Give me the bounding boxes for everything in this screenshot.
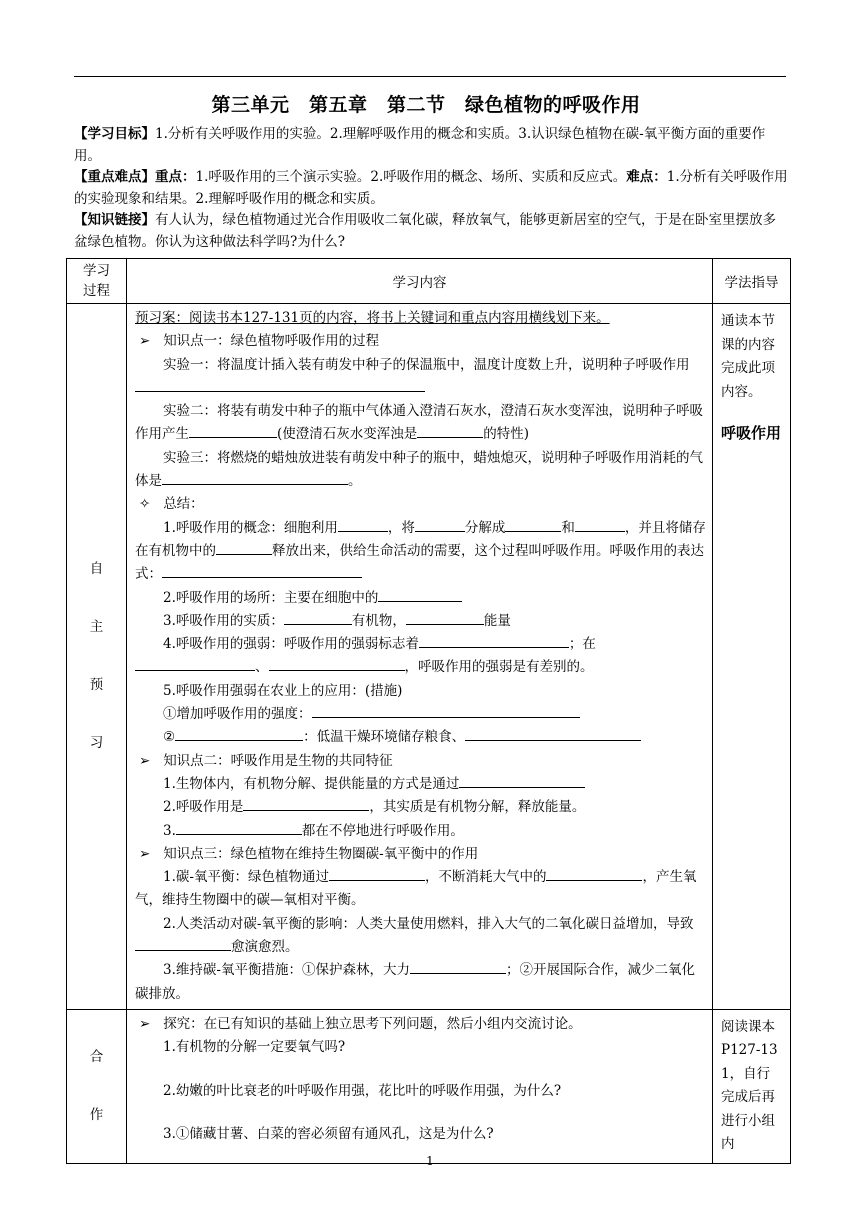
page-title: 第三单元 第五章 第二节 绿色植物的呼吸作用 xyxy=(211,94,641,116)
blank[interactable] xyxy=(410,959,506,974)
blank[interactable] xyxy=(546,866,642,881)
header-content: 学习内容 xyxy=(127,259,713,304)
concept-4: 4.呼吸作用的强弱：呼吸作用的强弱标志着 ；在、 ，呼吸作用的强弱是有差别的。 xyxy=(135,633,706,680)
kp2-item-1: 1.生物体内，有机物分解、提供能量的方式是通过 xyxy=(135,773,706,796)
process-char: 合 xyxy=(89,1049,104,1066)
blank[interactable] xyxy=(176,820,302,835)
blank[interactable] xyxy=(417,423,483,438)
blank[interactable] xyxy=(329,866,425,881)
blank[interactable] xyxy=(419,633,569,648)
guide-cell-self-study xyxy=(713,304,791,1010)
learning-goals xyxy=(74,124,788,167)
key-bold-2: 难点： xyxy=(626,169,667,185)
blank[interactable] xyxy=(459,773,585,788)
concept-5: 5.呼吸作用强弱在农业上的应用：(措施) xyxy=(163,682,403,699)
header-rule xyxy=(74,76,786,77)
content-cell-self-study xyxy=(127,304,713,1010)
inquiry-heading: ➢ 探究：在已有知识的基础上独立思考下列问题，然后小组内交流讨论。 xyxy=(139,1015,582,1032)
process-char: 主 xyxy=(89,619,104,636)
kp3-item-2: 2.人类活动对碳-氧平衡的影响：人类大量使用燃料，排入大气的二氧化碳日益增加，导致愈演愈烈。 xyxy=(135,913,706,960)
table-row-self-study xyxy=(67,304,791,1010)
blank[interactable] xyxy=(284,610,352,625)
blank[interactable] xyxy=(175,726,303,741)
blank[interactable] xyxy=(406,610,484,625)
link-text: 有人认为，绿色植物通过光合作用吸收二氧化碳，释放氧气，能够更新居室的空气，于是在卧室里摆放多盆绿色植物。你认为这种做法科学吗?为什么? xyxy=(74,212,776,250)
preview-instruction: 预习案：阅读书本127-131页的内容，将书上关键词和重点内容用横线划下来。 xyxy=(135,310,610,326)
kp3-item-1: 1.碳-氧平衡：绿色植物通过 ，不断消耗大气中的 ，产生氧气，维持生物圈中的碳—氧相对平衡。 xyxy=(135,866,706,913)
page-number: 1 xyxy=(426,1154,434,1168)
blank[interactable] xyxy=(135,377,425,392)
blank[interactable] xyxy=(338,517,388,532)
blank[interactable] xyxy=(216,540,272,555)
process-char: 预 xyxy=(89,677,104,694)
guide-cell-cooperation xyxy=(713,1009,791,1163)
key-label: 【重点难点】 xyxy=(74,169,155,185)
study-table xyxy=(66,258,791,1164)
blank[interactable] xyxy=(135,936,231,951)
process-char: 作 xyxy=(89,1107,104,1124)
kp2-item-2: 2.呼吸作用是 ，其实质是有机物分解，释放能量。 xyxy=(135,796,706,819)
key-text-2: 1.分析有关呼吸作用的实验现象和结果。2.理解呼吸作用的概念和实质。 xyxy=(74,169,788,207)
link-label: 【知识链接】 xyxy=(74,212,155,228)
blank[interactable] xyxy=(415,517,465,532)
key-text-1: 1.呼吸作用的三个演示实验。2.呼吸作用的概念、场所、实质和反应式。 xyxy=(195,169,627,185)
experiment-3: 实验三：将燃烧的蜡烛放进装有萌发中种子的瓶中，蜡烛熄灭，说明种子呼吸作用消耗的气体是 。 xyxy=(135,449,703,490)
knowledge-point-3: ➢ 知识点三：绿色植物在维持生物圈碳-氧平衡中的作用 xyxy=(139,845,479,862)
intro-block xyxy=(74,124,788,253)
knowledge-point-1: ➢ 知识点一：绿色植物呼吸作用的过程 xyxy=(139,333,380,350)
key-bold-1: 重点： xyxy=(155,169,196,185)
content-cell-cooperation xyxy=(127,1009,713,1163)
guide-text: 阅读课本P127-131，自行完成后再进行小组内 xyxy=(721,1018,778,1153)
kp2-item-3: 3. 都在不停地进行呼吸作用。 xyxy=(135,820,706,843)
blank[interactable] xyxy=(135,656,255,671)
process-cell-cooperation xyxy=(67,1009,127,1163)
kp3-item-3: 3.维持碳-氧平衡措施：①保护森林，大力 ；②开展国际合作，减少二氧化碳排放。 xyxy=(135,959,706,1006)
blank[interactable] xyxy=(243,796,369,811)
blank[interactable] xyxy=(465,726,641,741)
process-char: 习 xyxy=(89,735,104,752)
concept-1: 1.呼吸作用的概念：细胞利用 ，将 分解成 和 ，并且将储存在有机物中的 释放出来，供给生命活动的需要，这个过程叫呼吸作用。呼吸作用的表达式： xyxy=(135,517,706,587)
application-2: ② ：低温干燥环境储存粮食、 xyxy=(135,726,706,749)
experiment-1: 实验一：将温度计插入装有萌发中种子的保温瓶中，温度计度数上升，说明种子呼吸作用 xyxy=(135,354,706,401)
concept-2: 2.呼吸作用的场所：主要在细胞中的 xyxy=(135,587,706,610)
concept-3: 3.呼吸作用的实质： 有机物， 能量 xyxy=(135,610,706,633)
guide-text: 通读本节课的内容完成此项内容。 xyxy=(721,313,775,400)
process-cell-self-study xyxy=(67,304,127,1010)
process-char: 自 xyxy=(89,561,104,578)
knowledge-point-2: ➢ 知识点二：呼吸作用是生物的共同特征 xyxy=(139,752,393,769)
application-1: ①增加呼吸作用的强度： xyxy=(135,703,706,726)
question-2: 2.幼嫩的叶比衰老的叶呼吸作用强，花比叶的呼吸作用强，为什么? xyxy=(163,1082,562,1099)
guide-bold-label: 呼吸作用 xyxy=(721,424,782,442)
blank[interactable] xyxy=(269,656,405,671)
goal-label: 【学习目标】 xyxy=(74,126,155,142)
table-header-row xyxy=(67,259,791,304)
goal-text: 1.分析有关呼吸作用的实验。2.理解呼吸作用的概念和实质。3.认识绿色植物在碳-氧平衡方面的重要作用。 xyxy=(74,126,766,164)
question-1: 1.有机物的分解一定要氧气吗? xyxy=(163,1039,346,1056)
header-guide: 学法指导 xyxy=(713,259,791,304)
blank[interactable] xyxy=(378,587,462,602)
blank[interactable] xyxy=(189,423,277,438)
knowledge-link xyxy=(74,210,788,253)
key-points xyxy=(74,167,788,210)
question-3: 3.①储藏甘薯、白菜的窖必须留有通风孔，这是为什么? xyxy=(163,1125,494,1142)
experiment-2: 实验二：将装有萌发中种子的瓶中气体通入澄清石灰水，澄清石灰水变浑浊，说明种子呼吸作用产生 (使澄清石灰水变浑浊是 的特性) xyxy=(135,403,703,443)
blank[interactable] xyxy=(162,563,362,578)
blank[interactable] xyxy=(575,517,625,532)
blank[interactable] xyxy=(505,517,561,532)
summary-heading: ✧ 总结： xyxy=(139,496,204,513)
table-row-cooperation xyxy=(67,1009,791,1163)
blank[interactable] xyxy=(312,703,580,718)
blank[interactable] xyxy=(162,470,348,485)
header-process: 学习过程 xyxy=(67,259,127,304)
